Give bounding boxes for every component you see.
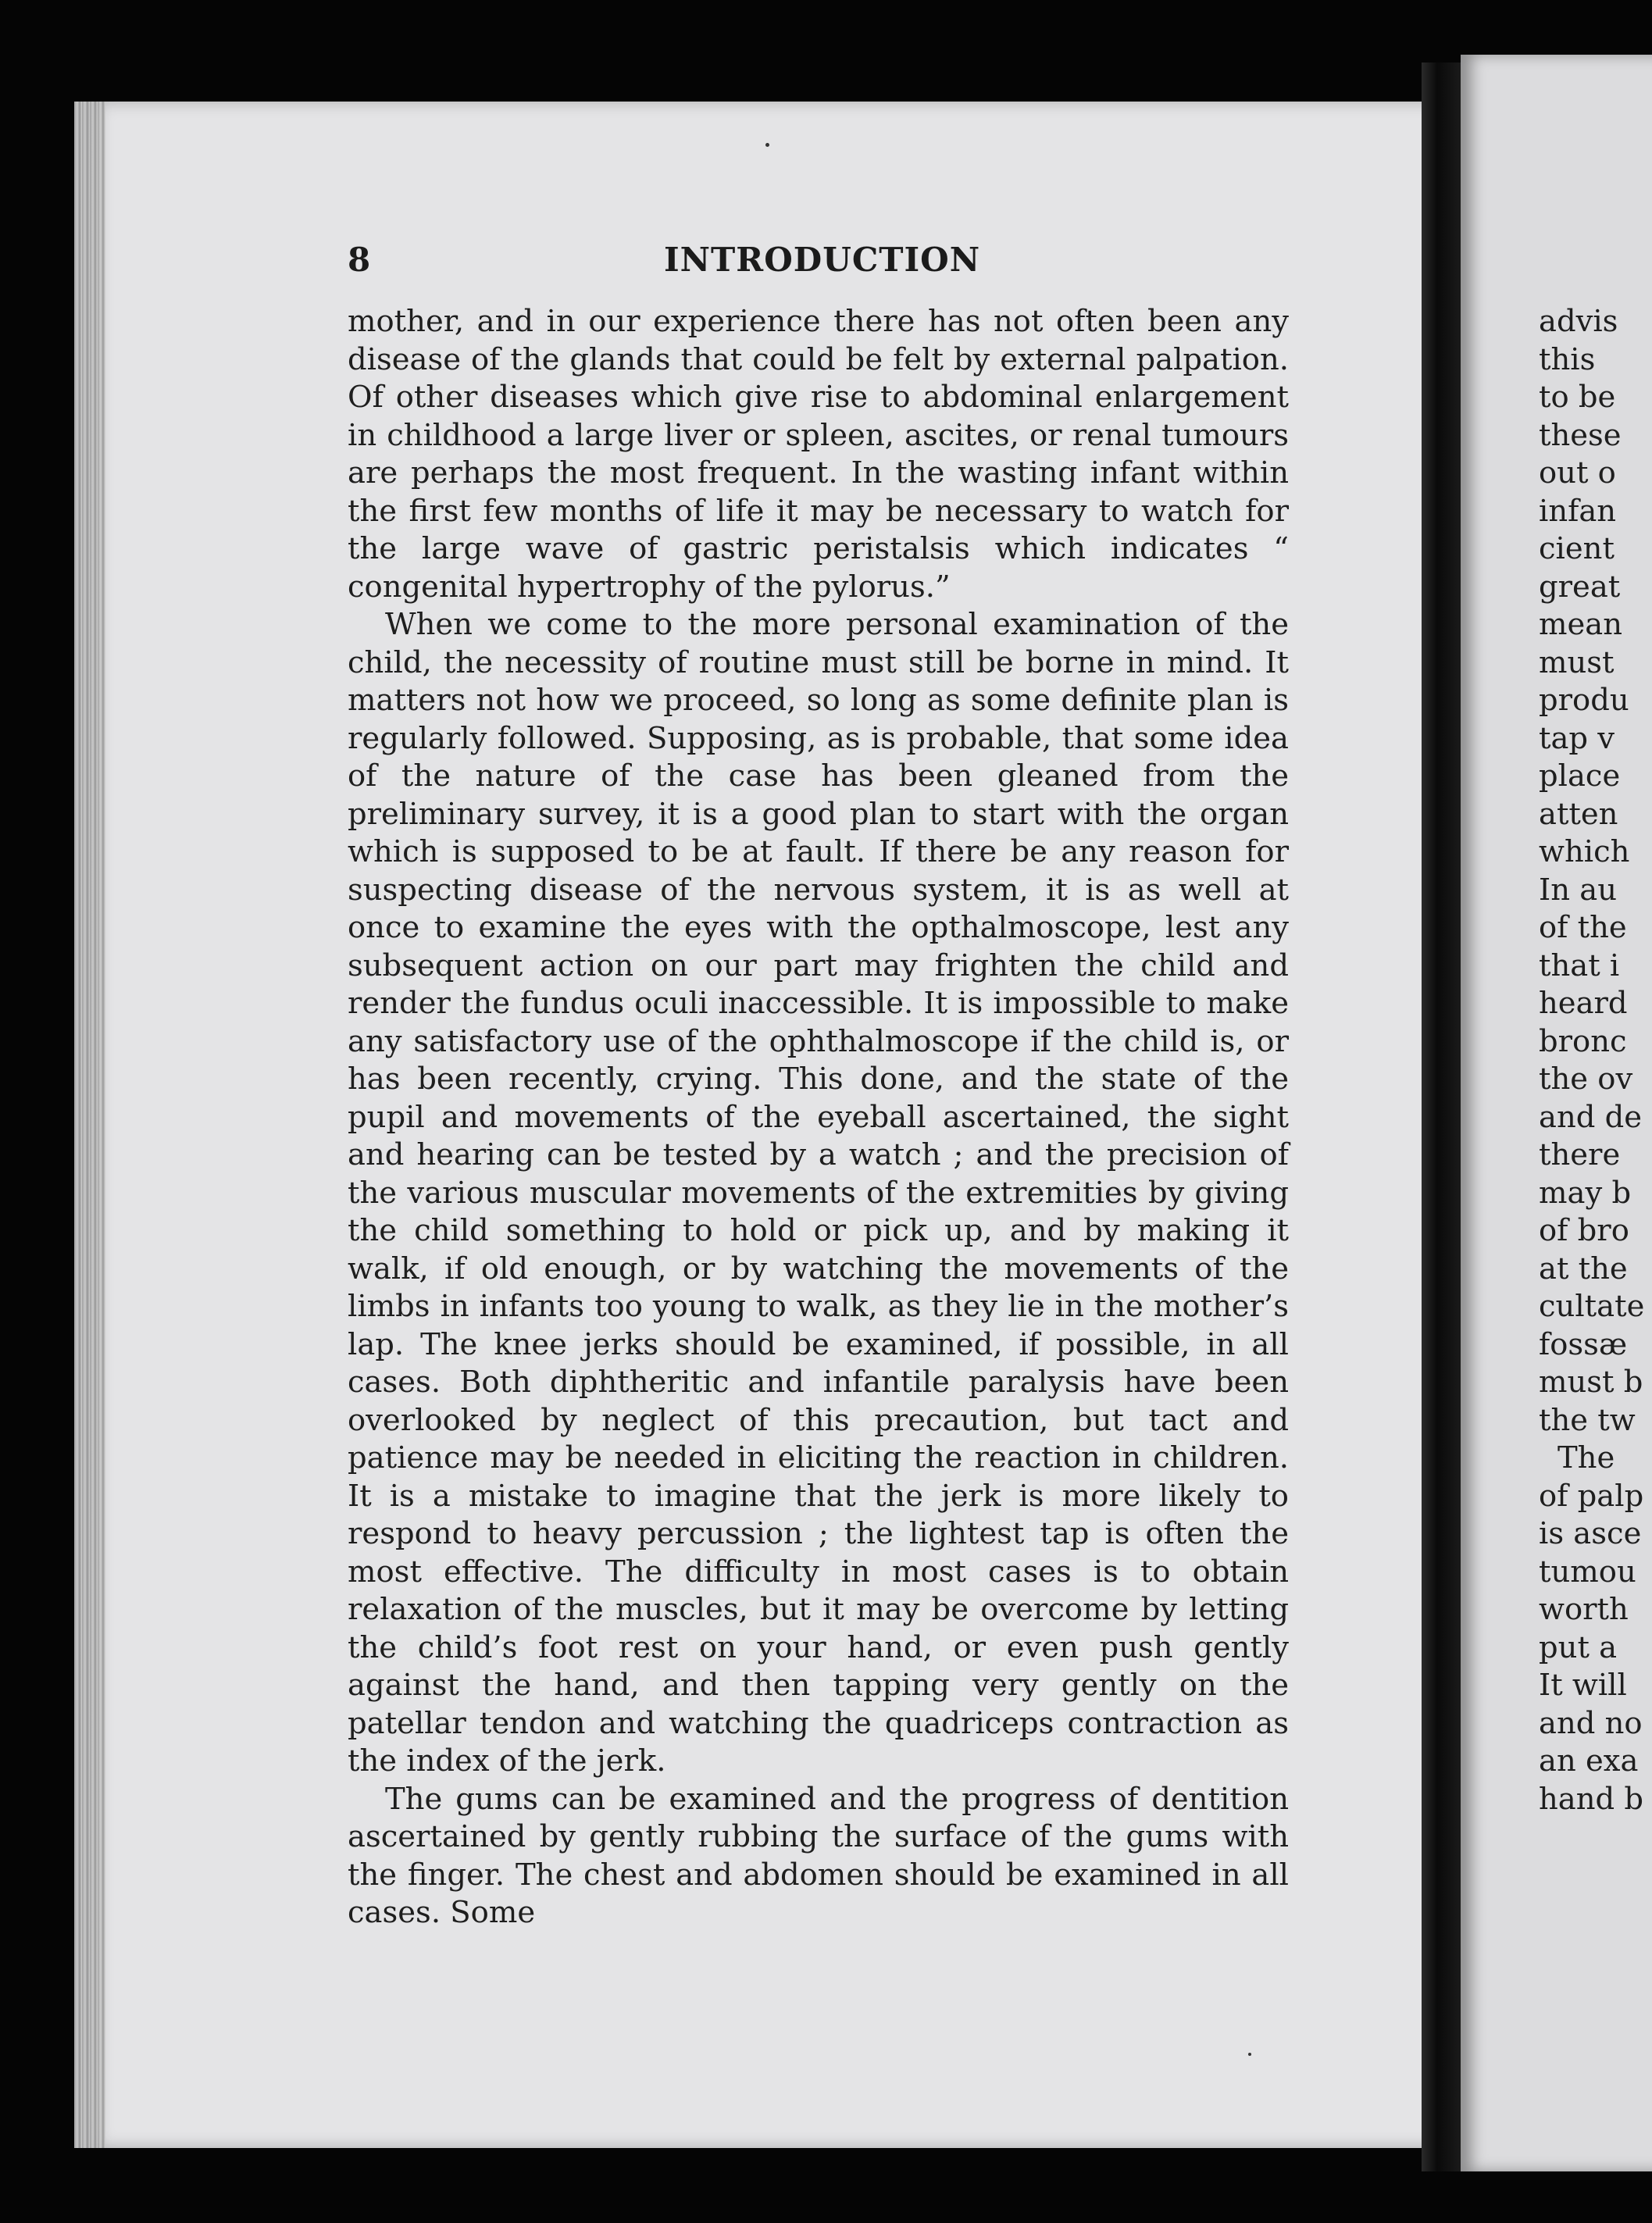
running-header: [348, 241, 1293, 287]
line-fragment: must b: [1539, 1365, 1643, 1400]
line-fragment: is asce: [1539, 1516, 1642, 1551]
line-fragment: that i: [1539, 947, 1620, 983]
paragraph: When we come to the more personal examination of the child, the necessity of routine must still be borne in mind. It matters not how we proceed, so long as some definite plan is regularly followed. Supposing, as is probable, that some idea of the nature of the case has been gleaned from the preliminary survey, it is a good plan to start with the organ which is supposed to be at fault. If there be any reason for suspecting disease of the nervous system, it is as well at once to examine the eyes with the opthalmoscope, lest any subsequent action on our part may frighten the child and render the fundus oculi inaccessible. It is impossible to make any satisfactory use of the ophthalmoscope if the child is, or has been recently, crying. This done, and the state of the pupil and movements of the eyeball ascertained, the sight and hearing can be tested by a watch ; and the precision of the various muscular movements of the extremities by giving the child something to hold or pick up, and by making it walk, if old enough, or by watching the movements of the limbs in infants too young to walk, as they lie in the mother’s lap. The knee jerks should be examined, if possible, in all cases. Both diphtheritic and infantile paralysis have been overlooked by neglect of this precaution, but tact and patience may be needed in eliciting the reaction in children. It is a mistake to imagine that the jerk is more likely to respond to heavy percussion ; the lightest tap is often the most effective. The difficulty in most cases is to obtain relaxation of the muscles, but it may be overcome by letting the child’s foot rest on your hand, or even push gently against the hand, and then tapping very gently on the patellar tendon and watching the quadriceps contraction as the index of the jerk.: [348, 607, 1289, 1779]
page-edge-stack: [74, 102, 105, 2148]
line-fragment: these: [1539, 417, 1622, 453]
line-fragment: tap v: [1539, 720, 1615, 756]
line-fragment: The: [1557, 1440, 1615, 1475]
line-fragment: the tw: [1539, 1402, 1636, 1438]
line-fragment: of bro: [1539, 1213, 1629, 1248]
line-fragment: must: [1539, 644, 1615, 680]
line-fragment: to be: [1539, 380, 1616, 415]
line-fragment: put a: [1539, 1629, 1618, 1665]
line-fragment: place: [1539, 758, 1621, 794]
dust-speck: [765, 143, 769, 147]
line-fragment: bronc: [1539, 1023, 1627, 1059]
line-fragment: an exa: [1539, 1743, 1639, 1779]
line-fragment: and de: [1539, 1099, 1643, 1135]
line-fragment: at the: [1539, 1251, 1628, 1286]
line-fragment: In au: [1539, 872, 1617, 908]
line-fragment: of palp: [1539, 1478, 1644, 1514]
line-fragment: tumou: [1539, 1554, 1636, 1590]
line-fragment: heard: [1539, 986, 1628, 1021]
line-fragment: cultate: [1539, 1289, 1645, 1324]
line-fragment: the ov: [1539, 1062, 1633, 1097]
line-fragment: there: [1539, 1137, 1621, 1172]
line-fragment: It will: [1539, 1668, 1627, 1703]
paragraph: mother, and in our experience there has not often been any disease of the glands that could be felt by external palpation. Of other diseases which give rise to abdominal enlargement in childhood a large liver or spleen, ascites, or renal tumours are perhaps the most frequent. In the wasting infant within the first few months of life it may be necessary to watch for the large wave of gastric peristalsis which indicates “ congenital hypertrophy of the pylorus.”: [348, 304, 1289, 605]
line-fragment: of the: [1539, 910, 1627, 945]
paragraph: The gums can be examined and the progress of dentition ascertained by gently rubbing the surface of the gums with the finger. The chest and abdomen should be examined in all cases. Some: [348, 1781, 1289, 1930]
line-fragment: and no: [1539, 1705, 1643, 1741]
line-fragment: atten: [1539, 796, 1618, 832]
dust-speck: [1248, 2053, 1251, 2056]
line-fragment: may b: [1539, 1175, 1632, 1211]
line-fragment: cient: [1539, 531, 1615, 566]
line-fragment: great: [1539, 569, 1621, 605]
line-fragment: hand b: [1539, 1781, 1644, 1817]
page-body: [348, 303, 1289, 1932]
line-fragment: produ: [1539, 683, 1629, 718]
line-fragment: worth: [1539, 1592, 1629, 1627]
line-fragment: this: [1539, 341, 1596, 377]
line-fragment: fossæ: [1539, 1326, 1628, 1362]
page-number: 8: [348, 241, 371, 279]
line-fragment: infan: [1539, 493, 1617, 529]
book-gutter: [1422, 62, 1461, 2171]
line-fragment: which: [1539, 834, 1630, 869]
line-fragment: mean: [1539, 607, 1623, 642]
right-page-text: [1539, 303, 1652, 1818]
line-fragment: advis: [1539, 304, 1618, 339]
running-title: INTRODUCTION: [664, 241, 981, 279]
line-fragment: out o: [1539, 455, 1616, 491]
